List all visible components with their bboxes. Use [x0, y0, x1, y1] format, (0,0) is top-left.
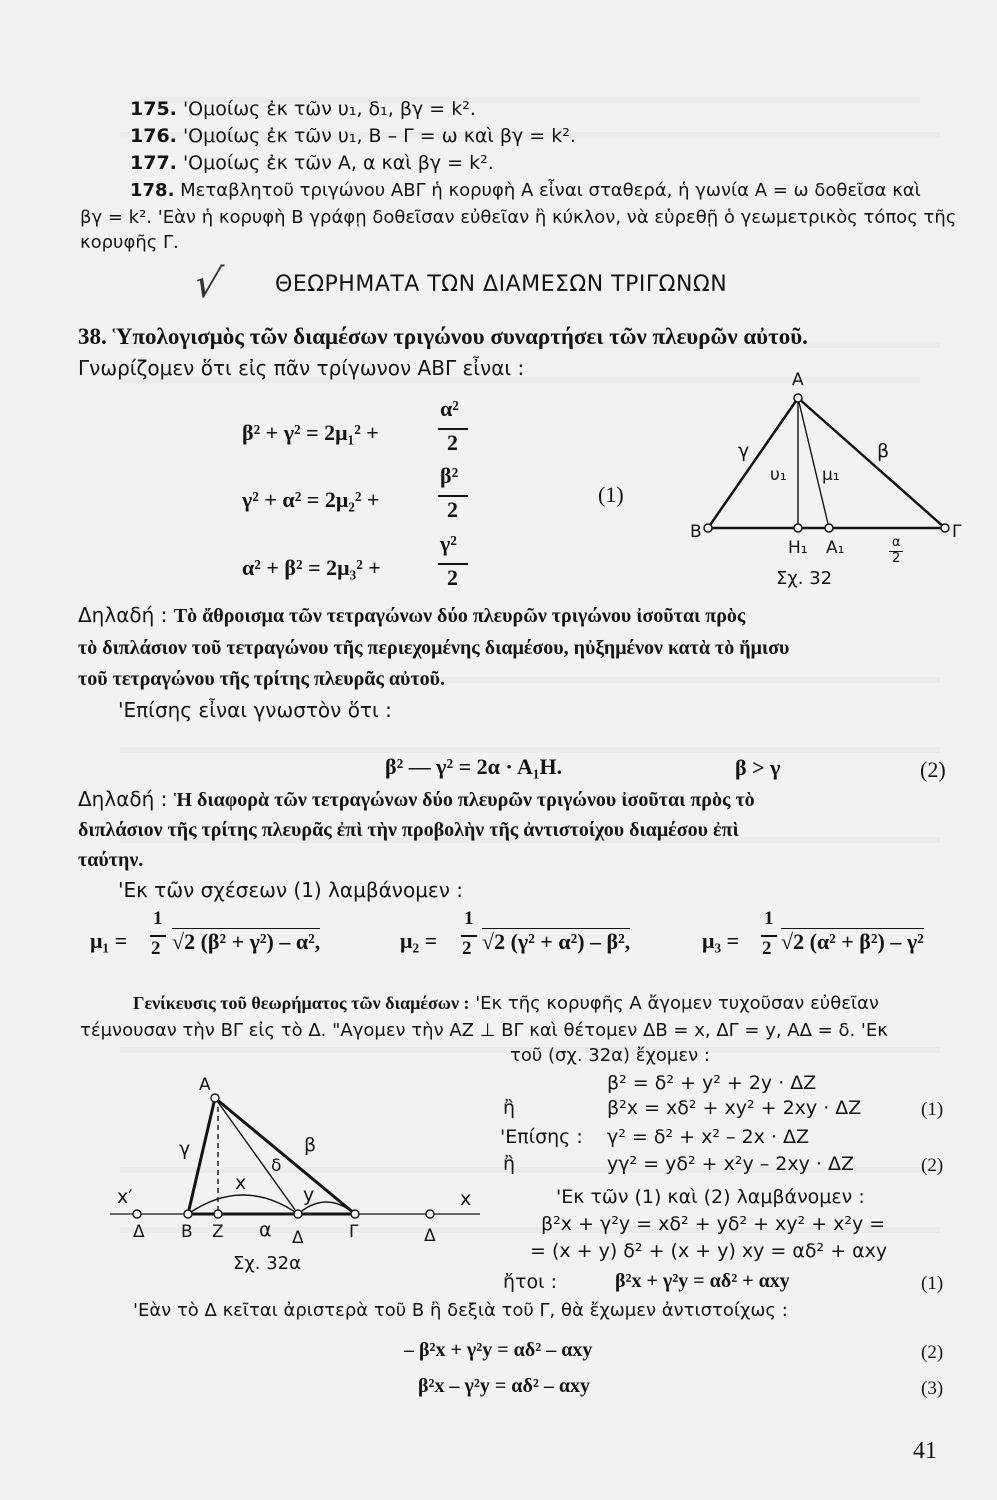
median-equation-1-lhs: β² + γ² = 2μ₁² +: [242, 420, 379, 445]
exercise-178-line2: βγ = k². 'Εὰν ἡ κορυφὴ Β γράφῃ δοθεῖσαν εὐθεῖαν ἢ κύκλον, νὰ εὑρεθῇ ὁ γεωμετρικὸς τόπος τῆς: [80, 207, 957, 228]
projection-condition: β > γ: [735, 755, 781, 780]
exercise-178: [130, 178, 921, 204]
derivation-row-8: β²x + γ²y = αδ² + αxy: [615, 1270, 790, 1292]
figure-32a-label-beta: β: [304, 1134, 317, 1156]
derivation-row-3: γ² = δ² + x² – 2x · ΔΖ: [607, 1126, 810, 1148]
figure-32a-label-x-right: x: [460, 1188, 472, 1210]
exercise-177-number: 177.: [130, 152, 177, 174]
median-formula-mu3-half-num: 1: [764, 908, 774, 929]
median-formula-mu3-half-bar: [761, 935, 777, 937]
median-formula-mu1-half-den: 2: [151, 938, 161, 959]
figure-32a-label-alpha: α: [259, 1219, 272, 1241]
figure-32a-label-D-right: Δ: [424, 1226, 436, 1246]
median-formula-mu2-lhs: μ₂ =: [400, 928, 438, 953]
theorem-2-statement-line1: [78, 787, 755, 812]
figure-32-label-A1: Α₁: [826, 538, 845, 558]
theorem-1-text-line2: τὸ διπλάσιον τοῦ τετραγώνου τῆς περιεχομένης διαμέσου, ηὐξημένον κατὰ τὸ ἥμισυ: [78, 637, 790, 659]
median-formula-mu3-root: √2 (α² + β²) – γ²: [781, 929, 924, 954]
median-equation-3-numerator: γ²: [440, 531, 457, 556]
figure-32-triangle: [690, 370, 970, 600]
figure-32a-label-G: Γ: [349, 1222, 359, 1242]
derivation-row-6: β²x + γ²y = xδ² + yδ² + xy² + x²y =: [541, 1213, 886, 1235]
from-relations-text: 'Εκ τῶν σχέσεων (1) λαμβάνομεν :: [118, 878, 463, 902]
equation-number-1: (1): [598, 482, 624, 507]
theorem-1-text-line3: τοῦ τετραγώνου τῆς τρίτης πλευρᾶς αὐτοῦ.: [78, 668, 446, 690]
median-formula-mu2-half-num: 1: [464, 908, 474, 929]
median-formula-mu1-half-bar: [150, 935, 166, 937]
exercise-175: [130, 96, 476, 122]
derivation-row-5: 'Εκ τῶν (1) καὶ (2) λαμβάνομεν :: [556, 1186, 865, 1208]
figure-32-label-A: Α: [792, 370, 804, 390]
generalization-line1-text: 'Εκ τῆς κορυφῆς Α ἄγομεν τυχοῦσαν εὐθεῖαν: [475, 993, 879, 1014]
section-38-number: 38.: [78, 324, 107, 349]
derivation-row-2-prefix: ἢ: [503, 1097, 516, 1119]
section-38-heading: [78, 324, 808, 350]
figure-32-label-half-a-num: α: [892, 535, 901, 550]
exercise-175-number: 175.: [130, 98, 177, 120]
derivation-row-4-number: (2): [921, 1155, 944, 1176]
figure-32a-label-Z: Ζ: [212, 1222, 224, 1242]
figure-32a-label-x: x: [235, 1172, 247, 1194]
generalization-line1: [133, 993, 879, 1014]
derivation-row-2-number: (1): [921, 1099, 944, 1120]
exercise-177: [130, 150, 494, 176]
figure-32a-label-gamma: γ: [179, 1138, 191, 1160]
exercise-176-number: 176.: [130, 125, 177, 147]
median-formula-mu1-lhs: μ₁ =: [90, 928, 128, 953]
median-equation-1-denominator: 2: [447, 430, 458, 455]
median-equation-2: [242, 487, 380, 513]
figure-32-label-median-mu1: μ₁: [822, 465, 840, 485]
exercise-175-text: 'Ομοίως ἐκ τῶν υ₁, δ₁, βγ = k².: [182, 98, 476, 120]
figure-32-caption: Σχ. 32: [776, 568, 833, 589]
figure-32a-label-y: y: [303, 1184, 315, 1206]
derivation-row-2: β²x = xδ² + xy² + 2xy · ΔΖ: [607, 1097, 862, 1119]
figure-32-label-beta: β: [877, 440, 890, 462]
page-number: 41: [913, 1438, 937, 1464]
theorem-2-label: Δηλαδή :: [78, 787, 168, 811]
median-equation-3: [242, 555, 381, 581]
theorem-2-text-line1: Ἡ διαφορὰ τῶν τετραγώνων δύο πλευρῶν τριγώνου ἰσοῦται πρὸς τὸ: [173, 789, 755, 811]
checkmark-annotation: √: [190, 261, 226, 307]
figure-32-label-B: Β: [690, 522, 702, 542]
exercise-178-number: 178.: [130, 180, 175, 201]
derivation-row-3-prefix: 'Επίσης :: [500, 1126, 583, 1148]
derivation-row-7: = (x + y) δ² + (x + y) xy = αδ² + αxy: [530, 1240, 888, 1262]
median-formula-mu2-half-den: 2: [462, 938, 472, 959]
median-formula-mu2-root: √2 (γ² + α²) – β²,: [482, 929, 631, 954]
derivation-row-10-number: (2): [921, 1342, 944, 1363]
generalization-heading: Γενίκευσις τοῦ θεωρήματος τῶν διαμέσων :: [133, 993, 470, 1013]
theorem-2-text-line3: ταύτην.: [78, 849, 144, 871]
median-equation-2-denominator: 2: [447, 497, 458, 522]
derivation-row-11: β²x – γ²y = αδ² – αxy: [418, 1375, 590, 1397]
derivation-row-8-number: (1): [921, 1273, 944, 1294]
median-formula-mu2-half-bar: [461, 935, 477, 937]
median-formula-mu3-half-den: 2: [762, 938, 772, 959]
median-equation-1-numerator: α²: [440, 396, 459, 421]
median-equation-3-denominator: 2: [447, 565, 458, 590]
figure-32-label-G: Γ: [952, 522, 962, 542]
figure-32a-caption: Σχ. 32α: [233, 1253, 301, 1274]
section-38-intro: Γνωρίζομεν ὅτι εἰς πᾶν τρίγωνον ΑΒΓ εἶναι :: [78, 356, 525, 380]
projection-equation: β² — γ² = 2α · Α₁Η.: [385, 754, 563, 779]
median-formula-mu3-lhs: μ₃ =: [702, 928, 740, 953]
figure-32-label-half-a-den: 2: [892, 551, 901, 566]
generalization-line2: τέμνουσαν τὴν ΒΓ εἰς τὸ Δ. "Αγομεν τὴν ΑΖ ⊥ ΒΓ καὶ θέτομεν ΔΒ = x, ΔΓ = y, ΑΔ = δ. 'Εκ: [80, 1020, 888, 1041]
figure-32-label-gamma: γ: [738, 440, 750, 462]
exercise-176: [130, 123, 576, 149]
exercise-177-text: 'Ομοίως ἐκ τῶν Α, α καὶ βγ = k².: [182, 152, 494, 174]
median-equation-2-numerator: β²: [440, 463, 459, 488]
theorem-1-text-line1: Τὸ ἄθροισμα τῶν τετραγώνων δύο πλευρῶν τριγώνου ἰσοῦται πρὸς: [173, 605, 746, 627]
equation-number-2: (2): [920, 757, 946, 782]
median-equation-1: [242, 420, 379, 446]
section-38-title: Ὑπολογισμὸς τῶν διαμέσων τριγώνου συναρτήσει τῶν πλευρῶν αὐτοῦ.: [112, 324, 808, 349]
generalization-line3: τοῦ (σχ. 32α) ἔχομεν :: [510, 1045, 710, 1066]
median-formula-mu1-root: √2 (β² + γ²) – α²,: [172, 929, 321, 954]
also-known-text: 'Επίσης εἶναι γνωστὸν ὅτι :: [118, 698, 392, 722]
theorem-1-label: Δηλαδή :: [78, 603, 168, 627]
theorem-2-text-line2: διπλάσιον τῆς τρίτης πλευρᾶς ἐπὶ τὴν προβολὴν τῆς ἀντιστοίχου διαμέσου ἐπὶ: [78, 819, 739, 841]
theorem-1-statement-line1: [78, 603, 745, 628]
derivation-row-4-prefix: ἢ: [503, 1153, 516, 1175]
median-equation-2-lhs: γ² + α² = 2μ₂² +: [242, 487, 380, 512]
figure-32-label-altitude-u1: υ₁: [770, 465, 787, 485]
exercise-176-text: 'Ομοίως ἐκ τῶν υ₁, Β – Γ = ω καὶ βγ = k².: [182, 125, 576, 147]
figure-32a-label-x-prime: x′: [117, 1186, 133, 1208]
derivation-row-11-number: (3): [921, 1378, 944, 1399]
section-title: ΘΕΩΡΗΜΑΤΑ ΤΩΝ ΔΙΑΜΕΣΩΝ ΤΡΙΓΩΝΩΝ: [275, 272, 728, 297]
figure-32a-label-B: Β: [181, 1222, 193, 1242]
figure-32a-triangle: [110, 1080, 490, 1230]
figure-32a-label-D-mid: Δ: [292, 1228, 304, 1248]
median-equation-3-lhs: α² + β² = 2μ₃² +: [242, 555, 381, 580]
median-formula-mu1-half-num: 1: [153, 908, 163, 929]
figure-32a-label-D-left: Δ: [133, 1222, 145, 1242]
derivation-row-1: β² = δ² + y² + 2y · ΔΖ: [607, 1072, 817, 1094]
derivation-row-9: 'Εὰν τὸ Δ κεῖται ἀριστερὰ τοῦ Β ἢ δεξιὰ τοῦ Γ, θὰ ἔχωμεν ἀντιστοίχως :: [133, 1300, 788, 1321]
figure-32-label-H1: Η₁: [788, 538, 808, 558]
figure-32a-label-delta: δ: [271, 1156, 282, 1176]
derivation-row-8-prefix: ἤτοι :: [503, 1271, 557, 1293]
derivation-row-10: – β²x + γ²y = αδ² – αxy: [404, 1339, 593, 1361]
derivation-row-4: yγ² = yδ² + x²y – 2xy · ΔΖ: [607, 1153, 854, 1175]
exercise-178-line3: κορυφῆς Γ.: [80, 232, 179, 253]
exercise-178-text: Μεταβλητοῦ τριγώνου ΑΒΓ ἡ κορυφὴ Α εἶναι σταθερά, ἡ γωνία Α = ω δοθεῖσα καὶ: [180, 180, 921, 201]
figure-32a-label-A: Α: [199, 1075, 211, 1095]
